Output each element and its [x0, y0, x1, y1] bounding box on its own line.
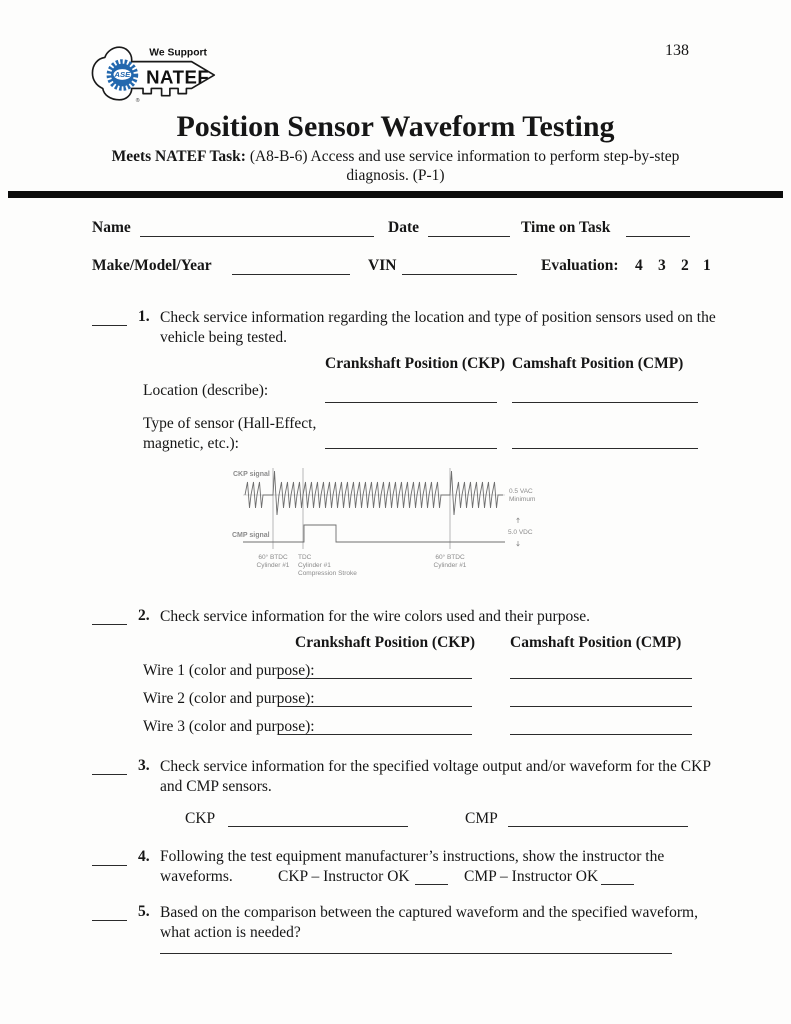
sensor-type-cmp-line	[512, 433, 698, 449]
marker2-tdc: TDC	[298, 554, 312, 561]
vdc-value-label: 5.0 VDC	[508, 529, 533, 536]
action-needed-line	[160, 938, 672, 954]
wire-1-label: Wire 1 (color and purpose):	[143, 662, 315, 679]
task-4-number: 4.	[138, 848, 150, 865]
task-1-text: Check service information regarding the location and type of position sensors used on the vehicle being tested.	[160, 309, 716, 346]
name-label: Name	[92, 219, 131, 236]
task-4-text-line1: Following the test equipment manufacturer’s instructions, show the instructor the	[160, 848, 665, 865]
task-5-number: 5.	[138, 903, 150, 920]
s2-cmp-column-header: Camshaft Position (CMP)	[510, 634, 682, 651]
name-field-line	[140, 221, 374, 237]
marker2-stroke: Compression Stroke	[298, 570, 357, 577]
task-2-text: Check service information for the wire colors used and their purpose.	[160, 608, 590, 625]
ckp-waveform	[245, 471, 503, 515]
marker3-degrees: 60° BTDC	[435, 554, 465, 561]
location-label: Location (describe):	[143, 382, 269, 399]
s1-ckp-column-header: Crankshaft Position (CKP)	[325, 355, 505, 372]
wire-3-label: Wire 3 (color and purpose):	[143, 718, 315, 735]
cmp-instructor-ok-line	[601, 869, 634, 885]
s2-ckp-column-header: Crankshaft Position (CKP)	[295, 634, 475, 651]
task-3-number: 3.	[138, 757, 150, 774]
date-field-line	[428, 221, 510, 237]
make-model-year-field-line	[232, 259, 350, 275]
vin-field-line	[402, 259, 517, 275]
task-1-number: 1.	[138, 308, 150, 325]
vac-value-label: 0.5 VAC	[509, 488, 533, 495]
task-3-check-line	[92, 759, 127, 775]
logo-ase-text: ASE	[114, 70, 131, 80]
make-model-year-label: Make/Model/Year	[92, 257, 212, 274]
marker1-degrees: 60° BTDC	[258, 554, 288, 561]
natef-task-line2: diagnosis. (P-1)	[346, 167, 445, 184]
cmp-waveform	[243, 525, 505, 542]
ckp-instructor-ok-line	[415, 869, 448, 885]
logo-we-support-text: We Support	[149, 47, 207, 59]
marker3-cylinder: Cylinder #1	[433, 562, 467, 569]
task-1-check-line	[92, 310, 127, 326]
ckp-result-line	[228, 811, 408, 827]
natef-logo	[88, 42, 228, 106]
sensor-type-ckp-line	[325, 433, 497, 449]
task-label: Meets NATEF Task:	[111, 148, 246, 165]
evaluation-score-3: 3	[658, 257, 666, 274]
task-2-check-line	[92, 609, 127, 625]
marker2-cylinder: Cylinder #1	[298, 562, 331, 569]
cmp-result-label: CMP	[465, 810, 498, 827]
wire-2-cmp-line	[510, 691, 692, 707]
evaluation-score-1: 1	[703, 257, 711, 274]
vin-label: VIN	[368, 257, 397, 274]
cmp-result-line	[508, 811, 688, 827]
wire-2-label: Wire 2 (color and purpose):	[143, 690, 315, 707]
evaluation-score-4: 4	[635, 257, 643, 274]
cmp-signal-label: CMP signal	[232, 532, 270, 539]
ckp-signal-label: CKP signal	[233, 471, 270, 478]
logo-registered-mark: ®	[135, 97, 140, 104]
marker1-cylinder: Cylinder #1	[256, 562, 290, 569]
cmp-instructor-ok-label: CMP – Instructor OK	[464, 868, 599, 885]
header-divider-bar	[8, 191, 783, 198]
task-2-number: 2.	[138, 607, 150, 624]
location-ckp-line	[325, 387, 497, 403]
wire-1-cmp-line	[510, 663, 692, 679]
ckp-result-label: CKP	[185, 810, 216, 827]
task-4-check-line	[92, 850, 127, 866]
sensor-type-label: Type of sensor (Hall-Effect, magnetic, etc.):	[143, 415, 317, 452]
task-3-text: Check service information for the specified voltage output and/or waveform for the CKP and CMP sensors.	[160, 758, 711, 795]
sensor-waveform-diagram	[227, 456, 547, 591]
task-5-check-line	[92, 905, 127, 921]
page-title: Position Sensor Waveform Testing	[176, 110, 615, 143]
time-on-task-label: Time on Task	[521, 219, 611, 236]
location-cmp-line	[512, 387, 698, 403]
vac-minimum-label: Minimum	[509, 496, 536, 503]
task-4-text-line2: waveforms.	[160, 868, 233, 885]
wire-1-ckp-line	[278, 663, 472, 679]
wire-3-cmp-line	[510, 719, 692, 735]
evaluation-score-2: 2	[681, 257, 689, 274]
wire-3-ckp-line	[278, 719, 472, 735]
wire-2-ckp-line	[278, 691, 472, 707]
logo-natef-text: NATEF	[146, 66, 210, 88]
ckp-instructor-ok-label: CKP – Instructor OK	[278, 868, 410, 885]
evaluation-label: Evaluation:	[541, 257, 619, 274]
page-number: 138	[665, 42, 689, 59]
time-on-task-field-line	[626, 221, 690, 237]
date-label: Date	[388, 219, 419, 236]
task-text: (A8-B-6) Access and use service information to perform step-by-step	[249, 148, 680, 165]
natef-task-line	[0, 148, 791, 166]
s1-cmp-column-header: Camshaft Position (CMP)	[512, 355, 684, 372]
task-5-text: Based on the comparison between the captured waveform and the specified waveform, what action is needed?	[160, 904, 698, 941]
